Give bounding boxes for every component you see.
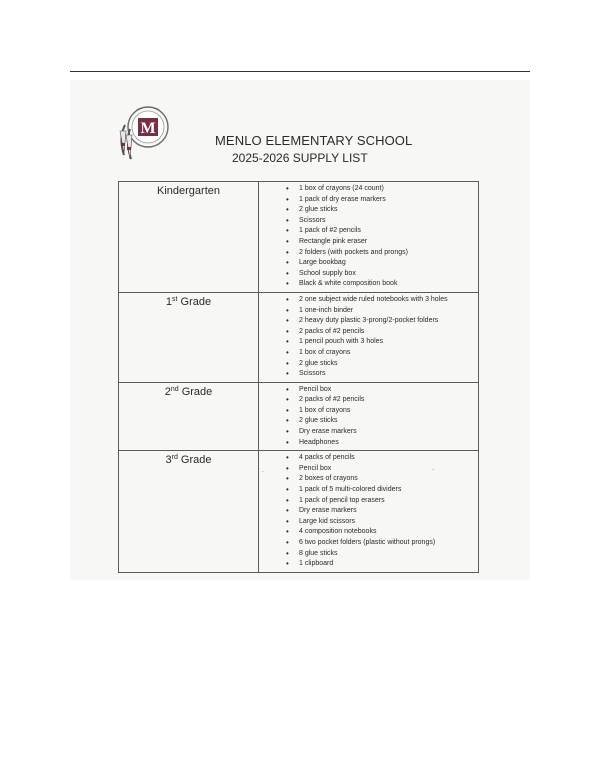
supply-item: • Dry erase markers bbox=[259, 506, 478, 517]
supply-list-title: 2025-2026 SUPPLY LIST bbox=[232, 151, 368, 165]
supply-item: • 4 packs of pencils bbox=[259, 453, 478, 464]
supply-item: • Black & white composition book bbox=[259, 279, 478, 290]
supply-item: • 2 packs of #2 pencils bbox=[259, 327, 478, 338]
supply-item: • Headphones bbox=[259, 438, 478, 449]
grade-label-2nd: 2nd Grade bbox=[164, 385, 213, 398]
items-cell bbox=[259, 292, 479, 382]
supply-item: • Dry erase markers bbox=[259, 427, 478, 438]
grade-cell bbox=[119, 382, 259, 451]
supply-item: • Large kid scissors bbox=[259, 517, 478, 528]
supply-item: • 2 glue sticks bbox=[259, 205, 478, 216]
supply-item: • 2 one subject wide ruled notebooks with 3 holes bbox=[259, 295, 478, 306]
supply-table bbox=[118, 181, 479, 573]
supply-item: • 1 pack of pencil top erasers bbox=[259, 496, 478, 507]
supply-item: • 1 box of crayons (24 count) bbox=[259, 184, 478, 195]
items-cell bbox=[259, 182, 479, 293]
supply-item: • Pencil box bbox=[259, 464, 478, 475]
supply-items-list bbox=[259, 182, 478, 292]
supply-item: • 2 packs of #2 pencils bbox=[259, 395, 478, 406]
supply-item: • 1 clipboard bbox=[259, 559, 478, 570]
supply-item: • Pencil box bbox=[259, 385, 478, 396]
supply-item: • 1 box of crayons bbox=[259, 348, 478, 359]
supply-item: • 1 box of crayons bbox=[259, 406, 478, 417]
supply-items-list bbox=[259, 383, 478, 451]
supply-item: • 2 boxes of crayons bbox=[259, 474, 478, 485]
supply-item: • Rectangle pink eraser bbox=[259, 237, 478, 248]
supply-item: • 1 pencil pouch with 3 holes bbox=[259, 337, 478, 348]
supply-items-list bbox=[259, 293, 478, 382]
grade-cell bbox=[119, 451, 259, 573]
supply-item: • 2 heavy duty plastic 3-prong/2-pocket folders bbox=[259, 316, 478, 327]
grade-label-kindergarten: Kindergarten bbox=[157, 185, 220, 197]
supply-item: • 1 pack of dry erase markers bbox=[259, 195, 478, 206]
grade-cell bbox=[119, 182, 259, 293]
scan-speck bbox=[262, 471, 264, 472]
supply-items-list bbox=[259, 451, 478, 572]
supply-item: • 1 pack of 5 multi-colored dividers bbox=[259, 485, 478, 496]
grade-label-3rd: 3rd Grade bbox=[165, 454, 212, 467]
school-name: MENLO ELEMENTARY SCHOOL bbox=[215, 133, 413, 148]
grade-row-2nd bbox=[119, 382, 479, 451]
supply-item: • 2 glue sticks bbox=[259, 359, 478, 370]
logo-letter: M bbox=[140, 120, 156, 137]
supply-item: • 4 composition notebooks bbox=[259, 527, 478, 538]
top-divider-line bbox=[70, 71, 530, 72]
supply-item: • Scissors bbox=[259, 369, 478, 380]
supply-item: • 6 two pocket folders (plastic without prongs) bbox=[259, 538, 478, 549]
supply-item: • 2 glue sticks bbox=[259, 416, 478, 427]
scan-speck bbox=[432, 469, 434, 470]
supply-item: • 8 glue sticks bbox=[259, 549, 478, 560]
supply-item: • Scissors bbox=[259, 216, 478, 227]
supply-item: • 1 one-inch binder bbox=[259, 306, 478, 317]
supply-item: • 2 folders (with pockets and prongs) bbox=[259, 248, 478, 259]
supply-item: • Large bookbag bbox=[259, 258, 478, 269]
school-logo-icon bbox=[112, 103, 176, 167]
grade-cell bbox=[119, 292, 259, 382]
supply-item: • 1 pack of #2 pencils bbox=[259, 226, 478, 237]
grade-label-1st: 1st Grade bbox=[165, 295, 212, 308]
items-cell bbox=[259, 382, 479, 451]
grade-row-3rd bbox=[119, 451, 479, 573]
grade-row-kindergarten bbox=[119, 182, 479, 293]
supply-item: • School supply box bbox=[259, 269, 478, 280]
items-cell bbox=[259, 451, 479, 573]
grade-row-1st bbox=[119, 292, 479, 382]
